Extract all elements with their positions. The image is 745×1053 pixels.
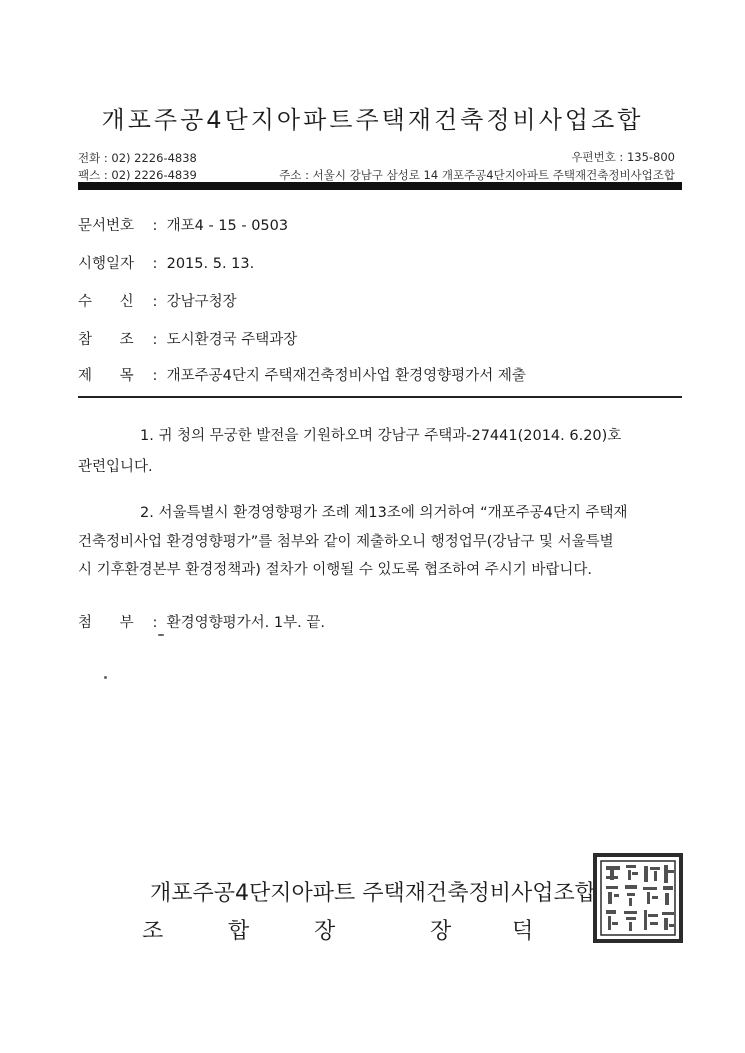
attachment-value: 환경영향평가서. 1부. 끝. <box>166 615 325 631</box>
subject-label: 제 목 <box>78 368 134 384</box>
doc-number-row: 문서번호 : 개포4 - 15 - 0503 <box>78 214 288 235</box>
paragraph-2-line-3: 시 기후환경본부 환경정책과) 절차가 이행될 수 있도록 협조하여 주시기 바랍니다. <box>78 562 592 578</box>
signature-name-char-2: 덕 <box>512 919 534 944</box>
date-label: 시행일자 <box>78 256 135 272</box>
signature-organization: 개포주공4단지아파트 주택재건축정비사업조합 <box>150 881 597 906</box>
recipient-label: 수 신 <box>78 294 134 310</box>
subject-value: 개포주공4단지 주택재건축정비사업 환경영향평가서 제출 <box>166 368 526 384</box>
doc-number-value: 개포4 - 15 - 0503 <box>166 218 289 234</box>
paragraph-1-line-2: 관련입니다. <box>78 459 153 475</box>
phone-number: 전화 : 02) 2226-4838 <box>78 151 197 165</box>
attachment-row: 첨 부 : 환경영향평가서. 1부. 끝. <box>78 611 325 632</box>
signature-title-char-3: 장 <box>314 919 336 944</box>
paragraph-2-line-2: 건축정비사업 환경영향평가”를 첨부와 같이 제출하오니 행정업무(강남구 및 서울특별 <box>78 534 614 550</box>
organization-title: 개포주공4단지아파트주택재건축정비사업조합 <box>101 106 644 134</box>
subject-divider <box>78 396 682 398</box>
header-divider <box>78 182 682 190</box>
signature-title-char-2: 합 <box>228 919 250 944</box>
subject-row: 제 목 : 개포주공4단지 주택재건축정비사업 환경영향평가서 제출 <box>78 364 526 385</box>
date-value: 2015. 5. 13. <box>166 256 255 272</box>
reference-value: 도시환경국 주택과장 <box>166 332 298 348</box>
attachment-label: 첨 부 <box>78 615 134 631</box>
doc-number-label: 문서번호 <box>78 218 135 234</box>
reference-row: 참 조 : 도시환경국 주택과장 <box>78 328 297 349</box>
signature-name-char-1: 장 <box>430 919 452 944</box>
postal-code: 우편번호 : 135-800 <box>571 150 675 164</box>
paragraph-1-line-1: 1. 귀 청의 무궁한 발전을 기원하오며 강남구 주택과-27441(2014. 6.20)호 <box>140 428 622 444</box>
address: 주소 : 서울시 강남구 삼성로 14 개포주공4단지아파트 주택재건축정비사업조합 <box>279 168 675 182</box>
scan-speck <box>104 676 107 679</box>
official-seal-stamp <box>592 852 684 944</box>
date-row: 시행일자 : 2015. 5. 13. <box>78 252 254 273</box>
reference-label: 참 조 <box>78 332 134 348</box>
scan-speck <box>158 634 164 636</box>
signature-title-char-1: 조 <box>142 919 164 944</box>
fax-number: 팩스 : 02) 2226-4839 <box>78 168 197 182</box>
recipient-row: 수 신 : 강남구청장 <box>78 290 237 311</box>
recipient-value: 강남구청장 <box>166 294 237 310</box>
paragraph-2-line-1: 2. 서울특별시 환경영향평가 조례 제13조에 의거하여 “개포주공4단지 주택재 <box>140 505 628 521</box>
